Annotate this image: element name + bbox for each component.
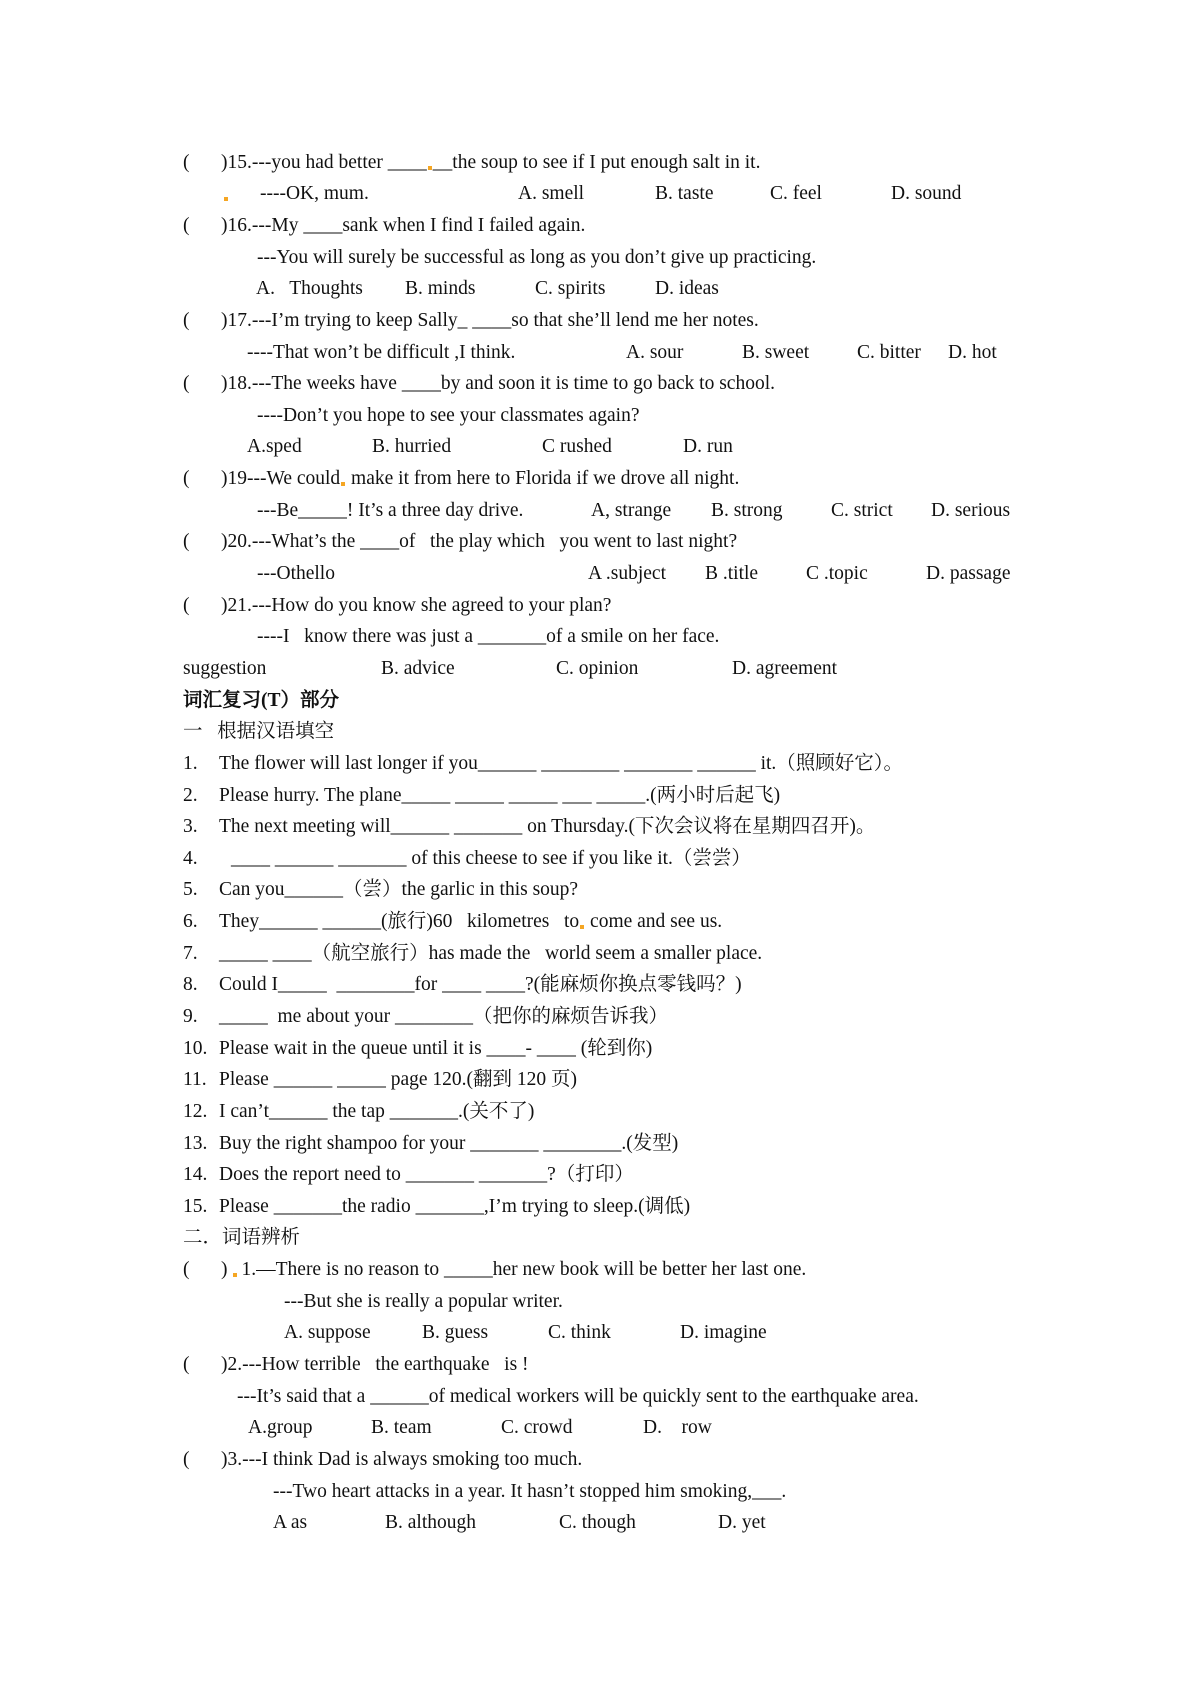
- q20-question: )20.---What’s the ____of the play which you went to last night?: [221, 531, 738, 553]
- fill-item-text: [219, 906, 722, 938]
- fill-item-9: [0, 1001, 1200, 1033]
- fill-item-number: 6.: [183, 911, 198, 933]
- q19-reply: ---Be_____! It’s a three day drive.: [257, 499, 524, 521]
- fill-item-6: [0, 906, 1200, 938]
- q21-question-row: [0, 590, 1200, 622]
- fill-item-text-cont: come and see us.: [585, 911, 723, 933]
- fill-item-text: The flower will last longer if you______ ________ _______ ______ it.（照顾好它）。: [219, 752, 904, 774]
- q15-question-text: )15.---you had better ____: [221, 151, 427, 173]
- q15-question-row: [0, 147, 1200, 179]
- q21-reply: ----I know there was just a _______of a smile on her face.: [257, 626, 720, 648]
- fill-item-text: ____ ______ _______ of this cheese to see if you like it.（尝尝）: [231, 847, 751, 869]
- p2-q1-question-text: 1.—There is no reason to _____her new book will be better her last one.: [241, 1259, 807, 1281]
- q21-option-b: B. advice: [381, 657, 455, 679]
- fill-item-5: [0, 874, 1200, 906]
- fill-item-text: Please ______ _____ page 120.(翻到 120 页): [219, 1069, 577, 1091]
- fill-item-text: Please hurry. The plane_____ _____ _____ ___ _____.(两小时后起飞): [219, 784, 781, 806]
- q21-options-row: [0, 653, 1200, 685]
- comment-marker: [428, 166, 432, 170]
- fill-item-2: [0, 780, 1200, 812]
- q19-option-c: C. strict: [831, 499, 893, 521]
- q18-reply: ----Don’t you hope to see your classmates again?: [257, 404, 640, 426]
- p2-q3-question: )3.---I think Dad is always smoking too much.: [221, 1448, 583, 1470]
- p2-q1-options-row: [0, 1317, 1200, 1349]
- q18-answer-bracket: (: [183, 373, 190, 395]
- q20-answer-row: [0, 558, 1200, 590]
- fill-item-11: [0, 1064, 1200, 1096]
- fill-item-number: 4.: [183, 847, 198, 869]
- p2-q2-question: )2.---How terrible the earthquake is !: [221, 1354, 529, 1376]
- p2-q1-option-c: C. think: [548, 1322, 611, 1344]
- q16-reply-row: [0, 242, 1200, 274]
- p2-q2-option-b: B. team: [371, 1417, 432, 1439]
- section-title: 词汇复习(T）部分: [183, 689, 340, 711]
- p2-q2-reply-row: [0, 1381, 1200, 1413]
- p2-q3-option-c: C. though: [559, 1512, 636, 1534]
- q15-answer-row: [0, 178, 1200, 210]
- q15-reply: ----OK, mum.: [260, 183, 369, 205]
- fill-item-text: Can you______（尝）the garlic in this soup?: [219, 879, 579, 901]
- q18-option-a: A.sped: [247, 436, 302, 458]
- p2-q1-option-b: B. guess: [422, 1322, 489, 1344]
- comment-marker: [341, 482, 345, 486]
- p2-q1-question-prefix: ): [221, 1259, 228, 1281]
- p2-q2-reply: ---It’s said that a ______of medical workers will be quickly sent to the earthquake area.: [237, 1385, 919, 1407]
- q17-reply: ----That won’t be difficult ,I think.: [247, 341, 516, 363]
- p2-q2-option-d: D. row: [643, 1417, 712, 1439]
- p2-q2-option-c: C. crowd: [501, 1417, 573, 1439]
- fill-item-number: 8.: [183, 974, 198, 996]
- q20-option-b: B .title: [705, 563, 759, 585]
- q17-question-row: [0, 305, 1200, 337]
- q21-option-a: suggestion: [183, 657, 267, 679]
- section-title-row: [0, 685, 1200, 717]
- q21-option-c: C. opinion: [556, 657, 639, 679]
- fill-item-7: [0, 938, 1200, 970]
- q16-option-c: C. spirits: [535, 278, 606, 300]
- q19-question: [221, 463, 739, 495]
- q18-question-row: [0, 368, 1200, 400]
- fill-item-text: Could I_____ ________for ____ ____?(能麻烦你换点零钱吗？): [219, 974, 742, 996]
- fill-item-number: 9.: [183, 1005, 198, 1027]
- fill-item-text: _____ me about your ________（把你的麻烦告诉我）: [219, 1005, 669, 1027]
- q20-option-d: D. passage: [926, 563, 1011, 585]
- p2-q2-options-row: [0, 1412, 1200, 1444]
- p2-q3-options-row: [0, 1507, 1200, 1539]
- q20-reply: ---Othello: [257, 563, 335, 585]
- fill-item-10: [0, 1033, 1200, 1065]
- fill-item-text: Please _______the radio _______,I’m trying to sleep.(调低): [219, 1195, 691, 1217]
- fill-item-number: 7.: [183, 942, 198, 964]
- q19-option-b: B. strong: [711, 499, 783, 521]
- p2-q3-reply: ---Two heart attacks in a year. It hasn’t stopped him smoking,___.: [273, 1480, 787, 1502]
- p2-q1-question-row: [0, 1254, 1200, 1286]
- q19-question-text-cont: make it from here to Florida if we drove all night.: [346, 468, 740, 490]
- q15-question-text-cont: __the soup to see if I put enough salt in it.: [432, 151, 761, 173]
- q20-option-c: C .topic: [806, 563, 868, 585]
- q21-option-d: D. agreement: [732, 657, 838, 679]
- fill-item-text: Does the report need to _______ _______?（打印）: [219, 1164, 634, 1186]
- q15-option-b: B. taste: [655, 183, 714, 205]
- fill-item-number: 2.: [183, 784, 198, 806]
- p2-q1-reply: ---But she is really a popular writer.: [284, 1290, 563, 1312]
- q18-question: )18.---The weeks have ____by and soon it is time to go back to school.: [221, 373, 776, 395]
- q21-answer-bracket: (: [183, 594, 190, 616]
- q16-answer-bracket: (: [183, 214, 190, 236]
- fill-item-15: [0, 1191, 1200, 1223]
- fill-item-number: 13.: [183, 1132, 208, 1154]
- p2-q3-option-d: D. yet: [718, 1512, 766, 1534]
- q18-option-b: B. hurried: [372, 436, 452, 458]
- fill-item-text: Buy the right shampoo for your _______ ________.(发型): [219, 1132, 679, 1154]
- fill-item-text: I can’t______ the tap _______.(关不了): [219, 1100, 535, 1122]
- q20-question-row: [0, 526, 1200, 558]
- q16-option-a: A. Thoughts: [256, 278, 363, 300]
- fill-item-14: [0, 1159, 1200, 1191]
- part-one-heading-row: [0, 716, 1200, 748]
- q17-question: )17.---I’m trying to keep Sally_ ____so that she’ll lend me her notes.: [221, 309, 759, 331]
- fill-item-text-part: They______ ______(旅行)60 kilometres to: [219, 911, 580, 933]
- p2-q1-reply-row: [0, 1286, 1200, 1318]
- part-one-heading: 一 根据汉语填空: [183, 721, 335, 743]
- q15-option-c: C. feel: [770, 183, 822, 205]
- fill-item-number: 11.: [183, 1069, 207, 1091]
- part-two-heading: 二．词语辨析: [183, 1227, 301, 1249]
- fill-item-8: [0, 969, 1200, 1001]
- q19-question-text: )19---We could: [221, 468, 341, 490]
- fill-item-13: [0, 1128, 1200, 1160]
- fill-item-text: The next meeting will______ _______ on Thursday.(下次会议将在星期四召开)。: [219, 816, 876, 838]
- fill-item-number: 10.: [183, 1037, 208, 1059]
- q21-question: )21.---How do you know she agreed to your plan?: [221, 594, 612, 616]
- fill-item-number: 1.: [183, 752, 198, 774]
- q19-option-a: A, strange: [591, 499, 672, 521]
- comment-marker: [233, 1273, 237, 1277]
- p2-q2-answer-bracket: (: [183, 1354, 190, 1376]
- p2-q3-reply-row: [0, 1476, 1200, 1508]
- q19-question-row: [0, 463, 1200, 495]
- p2-q3-answer-bracket: (: [183, 1448, 190, 1470]
- fill-item-3: [0, 811, 1200, 843]
- q15-question: [221, 147, 760, 179]
- comment-marker: [580, 925, 584, 929]
- p2-q3-option-b: B. although: [385, 1512, 476, 1534]
- q19-option-d: D. serious: [931, 499, 1011, 521]
- fill-item-text: Please wait in the queue until it is ____- ____ (轮到你): [219, 1037, 653, 1059]
- q20-option-a: A .subject: [588, 563, 666, 585]
- q17-answer-bracket: (: [183, 309, 190, 331]
- fill-item-text: _____ ____（航空旅行）has made the world seem a smaller place.: [219, 942, 763, 964]
- q17-option-c: C. bitter: [857, 341, 921, 363]
- q19-answer-bracket: (: [183, 468, 190, 490]
- q17-option-b: B. sweet: [742, 341, 810, 363]
- comment-marker: [224, 197, 228, 201]
- p2-q2-question-row: [0, 1349, 1200, 1381]
- q16-question-row: [0, 210, 1200, 242]
- fill-item-number: 5.: [183, 879, 198, 901]
- part-two-heading-row: [0, 1222, 1200, 1254]
- q15-answer-bracket: (: [183, 151, 190, 173]
- q18-option-d: D. run: [683, 436, 733, 458]
- q16-reply: ---You will surely be successful as long as you don’t give up practicing.: [257, 246, 817, 268]
- fill-item-number: 3.: [183, 816, 198, 838]
- q15-option-d: D. sound: [891, 183, 962, 205]
- p2-q1-question: [221, 1254, 806, 1286]
- fill-item-4: [0, 843, 1200, 875]
- fill-item-12: [0, 1096, 1200, 1128]
- fill-item-1: [0, 748, 1200, 780]
- q18-options-row: [0, 431, 1200, 463]
- p2-q2-option-a: A.group: [248, 1417, 313, 1439]
- q15-option-a: A. smell: [518, 183, 585, 205]
- fill-item-number: 12.: [183, 1100, 208, 1122]
- p2-q3-question-row: [0, 1444, 1200, 1476]
- q16-option-d: D. ideas: [655, 278, 719, 300]
- p2-q1-option-d: D. imagine: [680, 1322, 767, 1344]
- fill-item-number: 14.: [183, 1164, 208, 1186]
- q17-option-d: D. hot: [948, 341, 997, 363]
- q16-options-row: [0, 273, 1200, 305]
- q21-reply-row: [0, 621, 1200, 653]
- q16-option-b: B. minds: [405, 278, 476, 300]
- q17-answer-row: [0, 337, 1200, 369]
- q20-answer-bracket: (: [183, 531, 190, 553]
- p2-q3-option-a: A as: [273, 1512, 308, 1534]
- p2-q1-option-a: A. suppose: [284, 1322, 371, 1344]
- q19-answer-row: [0, 495, 1200, 527]
- q18-option-c: C rushed: [542, 436, 612, 458]
- p2-q1-answer-bracket: (: [183, 1259, 190, 1281]
- q18-reply-row: [0, 400, 1200, 432]
- fill-item-number: 15.: [183, 1195, 208, 1217]
- q17-option-a: A. sour: [626, 341, 684, 363]
- q16-question: )16.---My ____sank when I find I failed again.: [221, 214, 586, 236]
